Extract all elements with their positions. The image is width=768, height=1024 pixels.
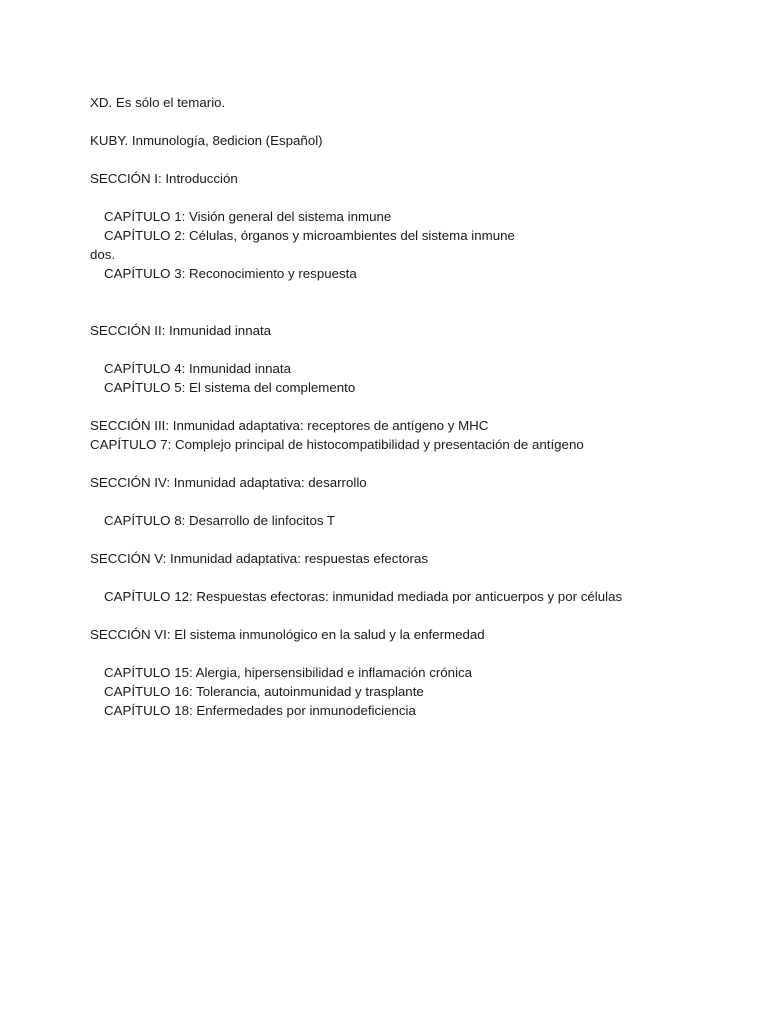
chapter-line: CAPÍTULO 18: Enfermedades por inmunodeficiencia — [104, 703, 416, 718]
spacer — [90, 492, 740, 511]
spacer — [90, 188, 740, 207]
section-heading: SECCIÓN II: Inmunidad innata — [90, 323, 272, 338]
chapter-line: CAPÍTULO 16: Tolerancia, autoinmunidad y trasplante — [104, 684, 424, 699]
spacer — [90, 112, 740, 131]
chapter-line: CAPÍTULO 12: Respuestas efectoras: inmunidad mediada por anticuerpos y por células — [104, 589, 623, 604]
chapter-line: CAPÍTULO 1: Visión general del sistema inmune — [104, 209, 392, 224]
chapter-line: CAPÍTULO 4: Inmunidad innata — [104, 361, 291, 376]
spacer — [90, 283, 740, 302]
section-heading: SECCIÓN VI: El sistema inmunológico en la salud y la enfermedad — [90, 627, 485, 642]
spacer — [90, 340, 740, 359]
spacer — [90, 454, 740, 473]
section-heading: SECCIÓN V: Inmunidad adaptativa: respuestas efectoras — [90, 551, 429, 566]
spacer — [90, 150, 740, 169]
spacer — [90, 530, 740, 549]
document-page — [90, 93, 740, 720]
chapter-line: CAPÍTULO 8: Desarrollo de linfocitos T — [104, 513, 336, 528]
chapter-line: CAPÍTULO 5: El sistema del complemento — [104, 380, 356, 395]
spacer — [90, 397, 740, 416]
spacer — [90, 644, 740, 663]
chapter-line: CAPÍTULO 15: Alergia, hipersensibilidad e inflamación crónica — [104, 665, 473, 680]
book-title: KUBY. Inmunología, 8edicion (Español) — [90, 133, 323, 148]
spacer — [90, 568, 740, 587]
section-heading: SECCIÓN IV: Inmunidad adaptativa: desarrollo — [90, 475, 367, 490]
section-heading: SECCIÓN I: Introducción — [90, 171, 238, 186]
spacer — [90, 606, 740, 625]
intro-note: XD. Es sólo el temario. — [90, 95, 226, 110]
chapter-line: CAPÍTULO 7: Complejo principal de histocompatibilidad y presentación de antígeno — [90, 437, 584, 452]
spacer — [90, 302, 740, 321]
section-heading: SECCIÓN III: Inmunidad adaptativa: receptores de antígeno y MHC — [90, 418, 489, 433]
chapter-line: CAPÍTULO 2: Células, órganos y microambientes del sistema inmune — [104, 228, 515, 243]
chapter-line: CAPÍTULO 3: Reconocimiento y respuesta — [104, 266, 357, 281]
chapter-line-continuation: dos. — [90, 247, 116, 262]
